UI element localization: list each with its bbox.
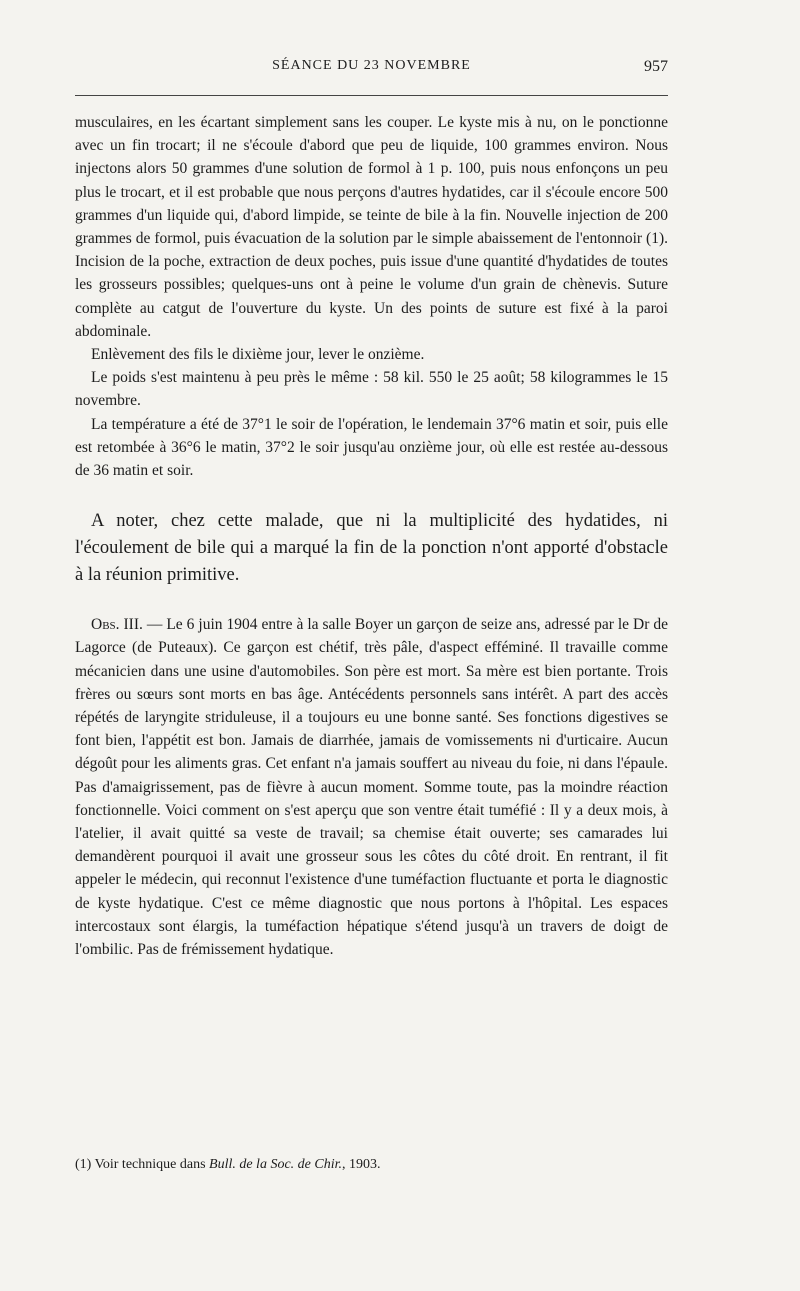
paragraph-temperature: La température a été de 37°1 le soir de l'opération, le lendemain 37°6 matin et soir, puis elle est retombée à 36°6 le matin, 37°2 le soir jusqu'au onzième jour, où elle est restée au-dessous de 36 matin et soir. (75, 415, 668, 480)
remark-paragraph: A noter, chez cette malade, que ni la multiplicité des hydatides, ni l'écoulement de bile qui a marqué la fin de la ponction n'ont apporté d'obstacle à la réunion primitive. (75, 511, 668, 586)
paragraph-fils: Enlèvement des fils le dixième jour, lever le onzième. (91, 346, 425, 364)
footnote (75, 1156, 668, 1174)
footnote-prefix: (1) Voir technique dans (75, 1157, 210, 1172)
observation-label: Obs. III. (91, 616, 143, 634)
paragraph-poids: Le poids s'est maintenu à peu près le même : 58 kil. 550 le 25 août; 58 kilogrammes le 15 novembre. (75, 369, 668, 410)
footnote-journal: Bull. de la Soc. de Chir. (209, 1157, 343, 1172)
paragraph-continuation: musculaires, en les écartant simplement sans les couper. Le kyste mis à nu, on le ponctionne avec un fin trocart; il ne s'écoule d'abord que peu de liquide, 100 grammes environ. Nous injectons alors 50 grammes d'une solution de formol à 1 p. 100, puis nous enfonçons un peu plus le trocart, et il est probable que nous perçons d'autres hydatides, car il s'écoule encore 500 grammes d'un liquide qui, d'abord limpide, se teinte de bile à la fin. Nouvelle injection de 200 grammes de formol, puis évacuation de la solution par le simple abaissement de l'entonnoir (1). Incision de la poche, extraction de deux poches, puis issue d'une quantité d'hydatides de toutes les grosseurs possibles; quelques-uns ont à peine le volume d'un grain de chènevis. Suture complète au catgut de l'ouverture du kyste. Un des points de suture est fixé à la paroi abdominale. (75, 114, 668, 340)
header-title: SÉANCE DU 23 NOVEMBRE (272, 58, 471, 73)
body-text (75, 111, 668, 961)
page-number: 957 (644, 58, 668, 75)
footnote-suffix: , 1903. (342, 1157, 381, 1172)
header-rule (75, 95, 668, 96)
observation-text: — Le 6 juin 1904 entre à la salle Boyer un garçon de seize ans, adressé par le Dr de Lagorce (de Puteaux). Ce garçon est chétif, très pâle, d'aspect efféminé. Il travaille comme mécanicien dans une usine d'automobiles. Son père est mort. Sa mère est bien portante. Trois frères ou sœurs sont morts en bas âge. Antécédents personnels sans intérêt. A part des accès répétés de laryngite striduleuse, il a toujours eu une bonne santé. Ses fonctions digestives se font bien, l'appétit est bon. Jamais de diarrhée, jamais de vomissements ni d'urticaire. Aucun dégoût pour les aliments gras. Cet enfant n'a jamais souffert au niveau du foie, ni dans l'épaule. Pas d'amaigrissement, pas de fièvre à aucun moment. Somme toute, pas la moindre réaction fonctionnelle. Voici comment on s'est aperçu que son ventre était tuméfié : Il y a deux mois, à l'atelier, il avait quitté sa veste de travail; sa chemise était ouverte; ses camarades lui demandèrent pourquoi il avait une grosseur sous les côtes du côté droit. En rentrant, il fit appeler le médecin, qui reconnut l'existence d'une tuméfaction fluctuante et porta le diagnostic de kyste hydatique. C'est ce même diagnostic que nous portons à l'hôpital. Les espaces intercostaux sont élargis, la tuméfaction hépatique s'étend jusqu'à un travers de doigt de l'ombilic. Pas de frémissement hydatique. (75, 616, 668, 959)
observation-paragraph (75, 613, 668, 961)
running-header (75, 58, 668, 80)
